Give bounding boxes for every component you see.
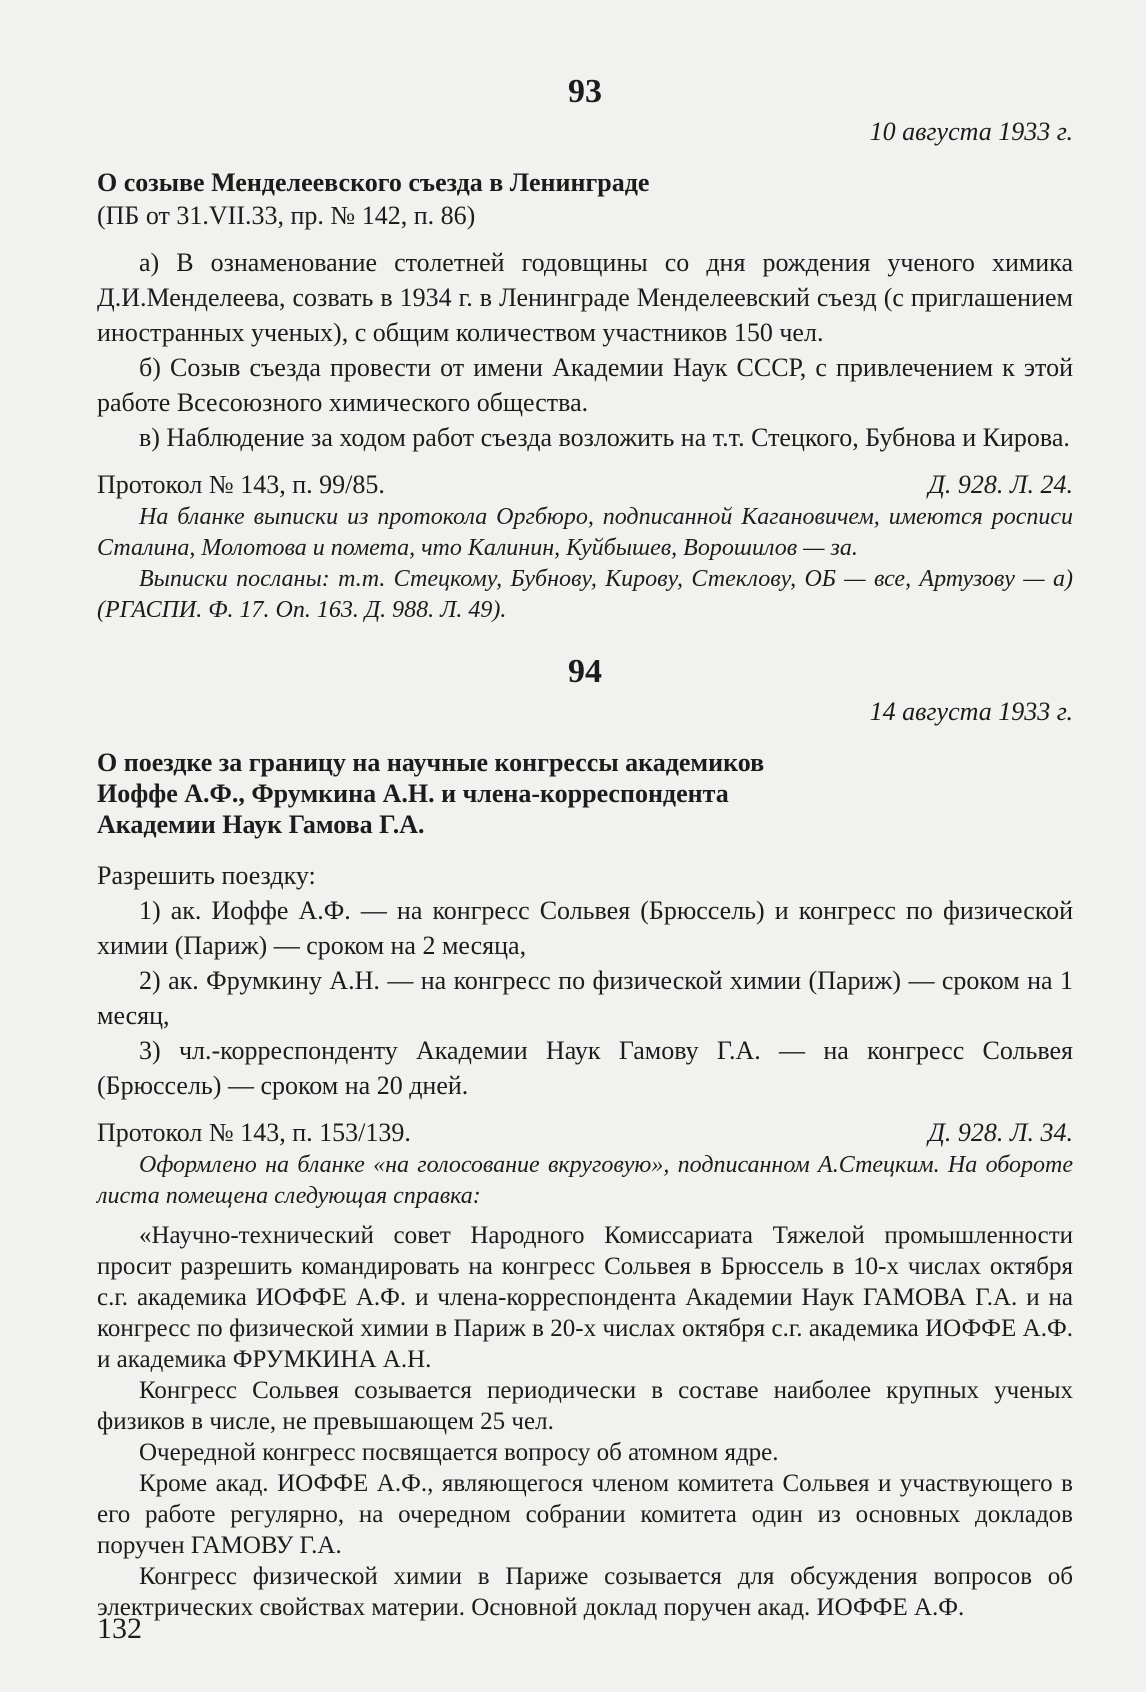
title-line: О поездке за границу на научные конгрессы академиков bbox=[97, 748, 765, 777]
protocol-ref: Протокол № 143, п. 99/85. bbox=[97, 470, 385, 499]
document-subtitle: (ПБ от 31.VII.33, пр. № 142, п. 86) bbox=[97, 201, 476, 230]
document-page bbox=[97, 72, 1073, 1623]
editorial-note: Выписки посланы: т.т. Стецкому, Бубнову, Кирову, Стеклову, ОБ — все, Артузову — а) (РГАСПИ. Ф. 17. Оп. 163. Д. 988. Л. 49). bbox=[97, 566, 1073, 623]
editorial-note: Оформлено на бланке «на голосование вкруговую», подписанном А.Стецким. На обороте листа помещена следующая справка: bbox=[97, 1152, 1073, 1209]
quoted-paragraph: Кроме акад. ИОФФЕ А.Ф., являющегося членом комитета Сольвея и участвующего в его работе регулярно, на очередном собрании комитета один из основных докладов поручен ГАМОВУ Г.А. bbox=[97, 1470, 1073, 1559]
source-line bbox=[97, 467, 1073, 502]
document-title: О созыве Менделеевского съезда в Ленинграде bbox=[97, 168, 650, 197]
title-line: Иоффе А.Ф., Фрумкина А.Н. и члена-корреспондента bbox=[97, 779, 729, 808]
document-date: 10 августа 1933 г. bbox=[869, 117, 1073, 146]
editorial-note: На бланке выписки из протокола Оргбюро, подписанной Кагановичем, имеются росписи Сталина, Молотова и помета, что Калинин, Куйбышев, Ворошилов — за. bbox=[97, 504, 1073, 561]
title-line: Академии Наук Гамова Г.А. bbox=[97, 810, 425, 839]
archive-ref: Д. 928. Л. 34. bbox=[928, 1118, 1073, 1147]
paragraph: а) В ознаменование столетней годовщины со дня рождения ученого химика Д.И.Менделеева, созвать в 1934 г. в Ленинграде Менделеевский съезд (с приглашением иностранных ученых), с общим количеством участников 150 чел. bbox=[97, 248, 1073, 347]
paragraph: 3) чл.-корреспонденту Академии Наук Гамову Г.А. — на конгресс Сольвея (Брюссель) — сроком на 20 дней. bbox=[97, 1036, 1073, 1100]
document-date: 14 августа 1933 г. bbox=[869, 697, 1073, 726]
document-number: 93 bbox=[568, 73, 602, 110]
paragraph: 1) ак. Иоффе А.Ф. — на конгресс Сольвея (Брюссель) и конгресс по физической химии (Париж) — сроком на 2 месяца, bbox=[97, 896, 1073, 960]
quoted-paragraph: Очередной конгресс посвящается вопросу об атомном ядре. bbox=[139, 1439, 779, 1466]
paragraph: 2) ак. Фрумкину А.Н. — на конгресс по физической химии (Париж) — сроком на 1 месяц, bbox=[97, 966, 1073, 1030]
paragraph: Разрешить поездку: bbox=[97, 861, 316, 890]
paragraph: в) Наблюдение за ходом работ съезда возложить на т.т. Стецкого, Бубнова и Кирова. bbox=[139, 423, 1070, 452]
quoted-paragraph: Конгресс физической химии в Париже созывается для обсуждения вопросов об электрических свойствах материи. Основной доклад поручен акад. ИОФФЕ А.Ф. bbox=[97, 1563, 1073, 1621]
page-number: 132 bbox=[97, 1612, 142, 1645]
document-number: 94 bbox=[568, 653, 602, 690]
document-title bbox=[97, 747, 1073, 840]
quoted-paragraph: Конгресс Сольвея созывается периодически в составе наиболее крупных ученых физиков в числе, не превышающем 25 чел. bbox=[97, 1377, 1073, 1435]
archive-ref: Д. 928. Л. 24. bbox=[928, 470, 1073, 499]
protocol-ref: Протокол № 143, п. 153/139. bbox=[97, 1118, 411, 1147]
quoted-paragraph: «Научно-технический совет Народного Комиссариата Тяжелой промышленности просит разрешить командировать на конгресс Сольвея в Брюссель в 10-х числах октября с.г. академика ИОФФЕ А.Ф. и члена-корреспондента Академии Наук ГАМОВА Г.А. и на конгресс по физической химии в Париж в 20-х числах октября с.г. академика ИОФФЕ А.Ф. и академика ФРУМКИНА А.Н. bbox=[97, 1222, 1073, 1373]
paragraph: б) Созыв съезда провести от имени Академии Наук СССР, с привлечением к этой работе Всесоюзного химического общества. bbox=[97, 353, 1073, 417]
source-line bbox=[97, 1115, 1073, 1150]
